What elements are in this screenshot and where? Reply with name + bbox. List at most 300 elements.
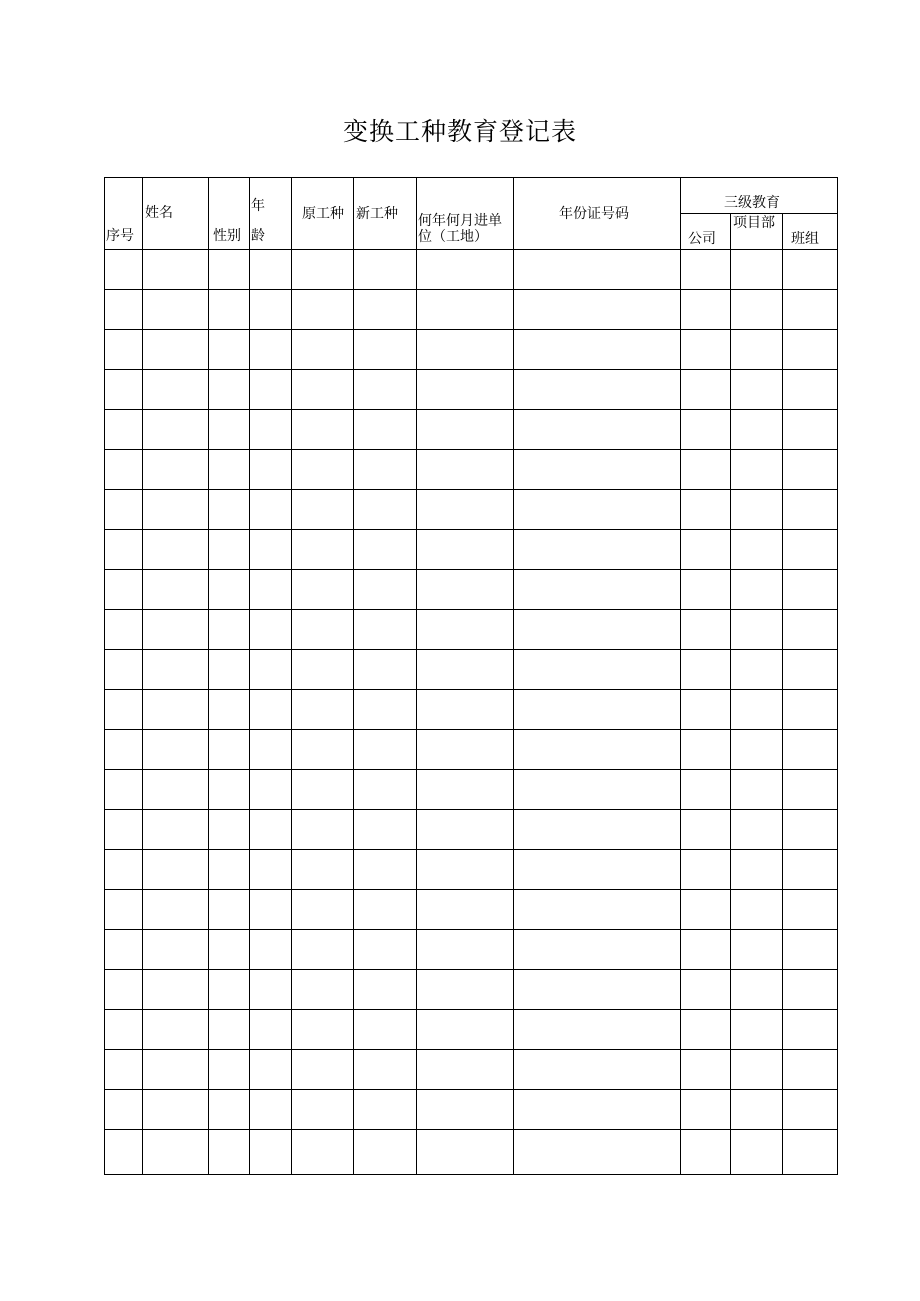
table-cell[interactable]: [143, 370, 209, 410]
table-cell[interactable]: [292, 490, 354, 530]
table-cell[interactable]: [105, 1010, 143, 1050]
table-cell[interactable]: [681, 1010, 731, 1050]
table-cell[interactable]: [731, 930, 783, 970]
table-row: [105, 610, 838, 650]
table-cell[interactable]: [250, 850, 292, 890]
table-cell[interactable]: [514, 530, 681, 570]
table-row: [105, 530, 838, 570]
table-cell[interactable]: [417, 370, 514, 410]
table-cell[interactable]: [105, 610, 143, 650]
table-cell[interactable]: [354, 370, 417, 410]
table-cell[interactable]: [292, 970, 354, 1010]
table-cell[interactable]: [105, 770, 143, 810]
table-cell[interactable]: [417, 610, 514, 650]
table-cell[interactable]: [143, 850, 209, 890]
table-cell[interactable]: [514, 450, 681, 490]
header-original-trade-cell: [292, 178, 354, 250]
table-cell[interactable]: [250, 490, 292, 530]
table-row: [105, 330, 838, 370]
table-cell[interactable]: [731, 770, 783, 810]
table-cell[interactable]: [209, 970, 250, 1010]
table-cell[interactable]: [354, 810, 417, 850]
header-seq-cell: [105, 178, 143, 250]
table-cell[interactable]: [354, 650, 417, 690]
table-cell[interactable]: [417, 1010, 514, 1050]
table-cell[interactable]: [514, 290, 681, 330]
table-cell[interactable]: [209, 570, 250, 610]
table-cell[interactable]: [105, 690, 143, 730]
table-row: [105, 490, 838, 530]
header-name: 姓名: [145, 205, 173, 221]
table-cell[interactable]: [417, 1090, 514, 1130]
table-cell[interactable]: [143, 650, 209, 690]
table-cell[interactable]: [514, 1010, 681, 1050]
table-cell[interactable]: [417, 810, 514, 850]
table-cell[interactable]: [105, 1050, 143, 1090]
table-cell[interactable]: [143, 450, 209, 490]
table-cell[interactable]: [209, 330, 250, 370]
header-team: 班组: [791, 231, 819, 247]
table-cell[interactable]: [731, 1090, 783, 1130]
table-cell[interactable]: [783, 610, 838, 650]
table-cell[interactable]: [731, 850, 783, 890]
table-cell[interactable]: [143, 730, 209, 770]
table-cell[interactable]: [292, 690, 354, 730]
table-cell[interactable]: [417, 410, 514, 450]
table-cell[interactable]: [209, 290, 250, 330]
table-cell[interactable]: [731, 970, 783, 1010]
header-three-level: 三级教育: [724, 195, 780, 211]
table-cell[interactable]: [105, 290, 143, 330]
table-cell[interactable]: [209, 610, 250, 650]
table-cell[interactable]: [681, 410, 731, 450]
table-cell[interactable]: [681, 850, 731, 890]
table-cell[interactable]: [250, 770, 292, 810]
table-cell[interactable]: [783, 490, 838, 530]
page-title: 变换工种教育登记表: [342, 117, 577, 146]
table-cell[interactable]: [417, 650, 514, 690]
table-cell[interactable]: [681, 530, 731, 570]
table-cell[interactable]: [105, 570, 143, 610]
header-entry-date: 何年何月进单位（工地）: [418, 213, 502, 245]
table-cell[interactable]: [105, 410, 143, 450]
table-cell[interactable]: [105, 1130, 143, 1175]
table-cell[interactable]: [143, 930, 209, 970]
table-cell[interactable]: [681, 650, 731, 690]
table-cell[interactable]: [105, 250, 143, 290]
table-row: [105, 730, 838, 770]
table-cell[interactable]: [354, 490, 417, 530]
table-row: [105, 850, 838, 890]
table-cell[interactable]: [143, 1010, 209, 1050]
table-cell[interactable]: [681, 1050, 731, 1090]
table-cell[interactable]: [143, 1050, 209, 1090]
table-cell[interactable]: [354, 970, 417, 1010]
table-cell[interactable]: [783, 570, 838, 610]
table-body: [105, 250, 838, 1175]
table-cell[interactable]: [783, 370, 838, 410]
table-cell[interactable]: [514, 930, 681, 970]
table-cell[interactable]: [292, 1130, 354, 1175]
header-age-cell: [250, 178, 292, 250]
table-cell[interactable]: [731, 730, 783, 770]
table-cell[interactable]: [514, 810, 681, 850]
table-cell[interactable]: [292, 1050, 354, 1090]
table-cell[interactable]: [292, 370, 354, 410]
table-cell[interactable]: [250, 690, 292, 730]
table-cell[interactable]: [514, 490, 681, 530]
table-cell[interactable]: [250, 450, 292, 490]
header-company-cell: [681, 214, 731, 250]
table-cell[interactable]: [105, 730, 143, 770]
table-cell[interactable]: [417, 290, 514, 330]
table-cell[interactable]: [143, 1130, 209, 1175]
table-row: [105, 690, 838, 730]
table-cell[interactable]: [250, 610, 292, 650]
table-cell[interactable]: [783, 690, 838, 730]
table-cell[interactable]: [514, 730, 681, 770]
table-cell[interactable]: [417, 850, 514, 890]
table-cell[interactable]: [354, 1010, 417, 1050]
table-cell[interactable]: [417, 330, 514, 370]
table-cell[interactable]: [143, 970, 209, 1010]
table-cell[interactable]: [292, 290, 354, 330]
table-cell[interactable]: [731, 490, 783, 530]
table-cell[interactable]: [514, 370, 681, 410]
table-row: [105, 410, 838, 450]
table-cell[interactable]: [105, 650, 143, 690]
table-cell[interactable]: [354, 290, 417, 330]
header-three-level-cell: [681, 178, 838, 214]
table-cell[interactable]: [143, 610, 209, 650]
table-row: [105, 930, 838, 970]
table-cell[interactable]: [143, 810, 209, 850]
table-row: [105, 250, 838, 290]
table-cell[interactable]: [209, 690, 250, 730]
table-cell[interactable]: [731, 290, 783, 330]
table-cell[interactable]: [731, 810, 783, 850]
table-cell[interactable]: [417, 690, 514, 730]
header-gender-cell: [209, 178, 250, 250]
table-cell[interactable]: [354, 850, 417, 890]
table-cell[interactable]: [250, 1050, 292, 1090]
table-cell[interactable]: [731, 570, 783, 610]
table-cell[interactable]: [514, 570, 681, 610]
table-cell[interactable]: [783, 1090, 838, 1130]
table-cell[interactable]: [681, 450, 731, 490]
table-cell[interactable]: [143, 250, 209, 290]
table-cell[interactable]: [292, 730, 354, 770]
header-new-trade-cell: [354, 178, 417, 250]
table-cell[interactable]: [209, 1090, 250, 1130]
header-project-cell: [731, 214, 783, 250]
table-cell[interactable]: [681, 730, 731, 770]
table-cell[interactable]: [105, 330, 143, 370]
table-cell[interactable]: [250, 410, 292, 450]
table-cell[interactable]: [514, 890, 681, 930]
table-cell[interactable]: [354, 330, 417, 370]
table-cell[interactable]: [783, 770, 838, 810]
table-cell[interactable]: [514, 1090, 681, 1130]
table-cell[interactable]: [250, 930, 292, 970]
header-project: 项目部: [733, 215, 775, 231]
table-cell[interactable]: [292, 1090, 354, 1130]
table-cell[interactable]: [292, 250, 354, 290]
table-cell[interactable]: [681, 890, 731, 930]
table-row: [105, 1050, 838, 1090]
table-cell[interactable]: [783, 450, 838, 490]
table-cell[interactable]: [209, 1010, 250, 1050]
table-cell[interactable]: [354, 690, 417, 730]
table-cell[interactable]: [417, 1050, 514, 1090]
table-cell[interactable]: [681, 330, 731, 370]
table-cell[interactable]: [250, 650, 292, 690]
table-cell[interactable]: [783, 290, 838, 330]
table-cell[interactable]: [514, 850, 681, 890]
table-cell[interactable]: [681, 690, 731, 730]
table-cell[interactable]: [783, 970, 838, 1010]
table-cell[interactable]: [514, 1130, 681, 1175]
table-cell[interactable]: [143, 690, 209, 730]
table-cell[interactable]: [209, 890, 250, 930]
table-cell[interactable]: [681, 930, 731, 970]
table-cell[interactable]: [417, 770, 514, 810]
table-cell[interactable]: [514, 330, 681, 370]
table-cell[interactable]: [731, 890, 783, 930]
table-cell[interactable]: [354, 570, 417, 610]
table-cell[interactable]: [783, 730, 838, 770]
table-cell[interactable]: [292, 810, 354, 850]
table-cell[interactable]: [681, 810, 731, 850]
table-cell[interactable]: [783, 1010, 838, 1050]
table-cell[interactable]: [417, 970, 514, 1010]
table-cell[interactable]: [292, 530, 354, 570]
table-cell[interactable]: [417, 250, 514, 290]
table-cell[interactable]: [681, 290, 731, 330]
table-row: [105, 650, 838, 690]
table-cell[interactable]: [354, 1050, 417, 1090]
table-row: [105, 450, 838, 490]
table-cell[interactable]: [514, 250, 681, 290]
table-cell[interactable]: [514, 410, 681, 450]
table-cell[interactable]: [731, 330, 783, 370]
table-cell[interactable]: [105, 930, 143, 970]
table-cell[interactable]: [209, 850, 250, 890]
table-cell[interactable]: [143, 570, 209, 610]
table-cell[interactable]: [250, 370, 292, 410]
table-cell[interactable]: [681, 610, 731, 650]
table-cell[interactable]: [209, 650, 250, 690]
table-cell[interactable]: [250, 970, 292, 1010]
table-cell[interactable]: [105, 490, 143, 530]
table-cell[interactable]: [731, 650, 783, 690]
table-cell[interactable]: [731, 450, 783, 490]
table-cell[interactable]: [209, 770, 250, 810]
table-cell[interactable]: [105, 530, 143, 570]
header-original-trade: 原工种: [302, 206, 344, 222]
table-cell[interactable]: [354, 610, 417, 650]
header-seq: 序号: [106, 228, 134, 244]
table-cell[interactable]: [731, 410, 783, 450]
table-cell[interactable]: [783, 250, 838, 290]
table-cell[interactable]: [731, 1010, 783, 1050]
header-age-top: 年: [251, 198, 265, 214]
table-cell[interactable]: [681, 370, 731, 410]
table-cell[interactable]: [514, 650, 681, 690]
table-cell[interactable]: [417, 570, 514, 610]
table-cell[interactable]: [783, 890, 838, 930]
table-cell[interactable]: [354, 890, 417, 930]
table-cell[interactable]: [143, 490, 209, 530]
table-cell[interactable]: [105, 970, 143, 1010]
table-cell[interactable]: [250, 570, 292, 610]
table-cell[interactable]: [783, 1050, 838, 1090]
table-cell[interactable]: [681, 970, 731, 1010]
table-cell[interactable]: [209, 370, 250, 410]
registration-table: [104, 177, 838, 1175]
table-cell[interactable]: [292, 930, 354, 970]
table-cell[interactable]: [209, 490, 250, 530]
table-cell[interactable]: [681, 1090, 731, 1130]
table-cell[interactable]: [731, 610, 783, 650]
table-cell[interactable]: [209, 930, 250, 970]
header-id-number-cell: [514, 178, 681, 250]
table-cell[interactable]: [250, 810, 292, 850]
table-cell[interactable]: [143, 330, 209, 370]
table-cell[interactable]: [681, 570, 731, 610]
table-cell[interactable]: [209, 530, 250, 570]
table-cell[interactable]: [209, 810, 250, 850]
table-cell[interactable]: [250, 290, 292, 330]
header-age-bottom: 龄: [251, 228, 265, 244]
table-cell[interactable]: [354, 1130, 417, 1175]
table-cell[interactable]: [514, 970, 681, 1010]
table-cell[interactable]: [681, 490, 731, 530]
table-cell[interactable]: [105, 370, 143, 410]
table-cell[interactable]: [731, 250, 783, 290]
table-cell[interactable]: [417, 490, 514, 530]
table-cell[interactable]: [417, 730, 514, 770]
table-cell[interactable]: [292, 890, 354, 930]
table-cell[interactable]: [250, 730, 292, 770]
table-cell[interactable]: [681, 1130, 731, 1175]
table-row: [105, 1090, 838, 1130]
table-cell[interactable]: [417, 450, 514, 490]
table-cell[interactable]: [292, 770, 354, 810]
table-cell[interactable]: [731, 1130, 783, 1175]
table-row: [105, 890, 838, 930]
header-gender: 性别: [213, 228, 241, 244]
table-cell[interactable]: [354, 250, 417, 290]
table-cell[interactable]: [292, 330, 354, 370]
header-id-number: 年份证号码: [559, 206, 629, 222]
table-cell[interactable]: [354, 770, 417, 810]
table-cell[interactable]: [105, 850, 143, 890]
table-cell[interactable]: [417, 890, 514, 930]
table-cell[interactable]: [417, 1130, 514, 1175]
table-cell[interactable]: [417, 530, 514, 570]
table-cell[interactable]: [354, 930, 417, 970]
table-cell[interactable]: [514, 610, 681, 650]
table-row: [105, 1010, 838, 1050]
table-cell[interactable]: [292, 850, 354, 890]
table-cell[interactable]: [681, 250, 731, 290]
table-cell[interactable]: [783, 330, 838, 370]
table-cell[interactable]: [292, 450, 354, 490]
table-cell[interactable]: [209, 450, 250, 490]
table-row: [105, 970, 838, 1010]
table-cell[interactable]: [209, 1130, 250, 1175]
table-cell[interactable]: [731, 370, 783, 410]
table-cell[interactable]: [783, 850, 838, 890]
table-cell[interactable]: [250, 1090, 292, 1130]
table-cell[interactable]: [514, 690, 681, 730]
table-cell[interactable]: [250, 890, 292, 930]
table-cell[interactable]: [209, 730, 250, 770]
table-cell[interactable]: [143, 1090, 209, 1130]
table-cell[interactable]: [354, 450, 417, 490]
table-cell[interactable]: [731, 530, 783, 570]
table-cell[interactable]: [209, 250, 250, 290]
table-cell[interactable]: [681, 770, 731, 810]
header-name-cell: [143, 178, 209, 250]
table-cell[interactable]: [250, 1010, 292, 1050]
table-cell[interactable]: [105, 890, 143, 930]
table-cell[interactable]: [731, 690, 783, 730]
table-cell[interactable]: [783, 650, 838, 690]
table-cell[interactable]: [292, 650, 354, 690]
table-cell[interactable]: [292, 610, 354, 650]
header-new-trade: 新工种: [356, 206, 398, 222]
table-cell[interactable]: [143, 770, 209, 810]
table-cell[interactable]: [783, 410, 838, 450]
table-cell[interactable]: [105, 810, 143, 850]
table-cell[interactable]: [783, 1130, 838, 1175]
table-cell[interactable]: [354, 730, 417, 770]
table-cell[interactable]: [354, 1090, 417, 1130]
table-cell[interactable]: [783, 930, 838, 970]
table-cell[interactable]: [143, 290, 209, 330]
header-row: [105, 178, 838, 214]
table-row: [105, 810, 838, 850]
table-cell[interactable]: [783, 810, 838, 850]
table-cell[interactable]: [292, 1010, 354, 1050]
table-cell[interactable]: [417, 930, 514, 970]
table-cell[interactable]: [250, 530, 292, 570]
table-cell[interactable]: [143, 410, 209, 450]
table-cell[interactable]: [250, 330, 292, 370]
table-cell[interactable]: [143, 890, 209, 930]
table-cell[interactable]: [209, 1050, 250, 1090]
table-cell[interactable]: [783, 530, 838, 570]
table-cell[interactable]: [354, 530, 417, 570]
table-cell[interactable]: [105, 450, 143, 490]
table-cell[interactable]: [514, 1050, 681, 1090]
table-cell[interactable]: [143, 530, 209, 570]
header-company: 公司: [688, 231, 716, 247]
table-cell[interactable]: [292, 410, 354, 450]
table-cell[interactable]: [250, 250, 292, 290]
table-cell[interactable]: [731, 1050, 783, 1090]
table-cell[interactable]: [514, 770, 681, 810]
table-cell[interactable]: [250, 1130, 292, 1175]
table-cell[interactable]: [209, 410, 250, 450]
table-row: [105, 570, 838, 610]
table-cell[interactable]: [354, 410, 417, 450]
table-cell[interactable]: [105, 1090, 143, 1130]
table-cell[interactable]: [292, 570, 354, 610]
header-entry-date-cell: [417, 178, 514, 250]
